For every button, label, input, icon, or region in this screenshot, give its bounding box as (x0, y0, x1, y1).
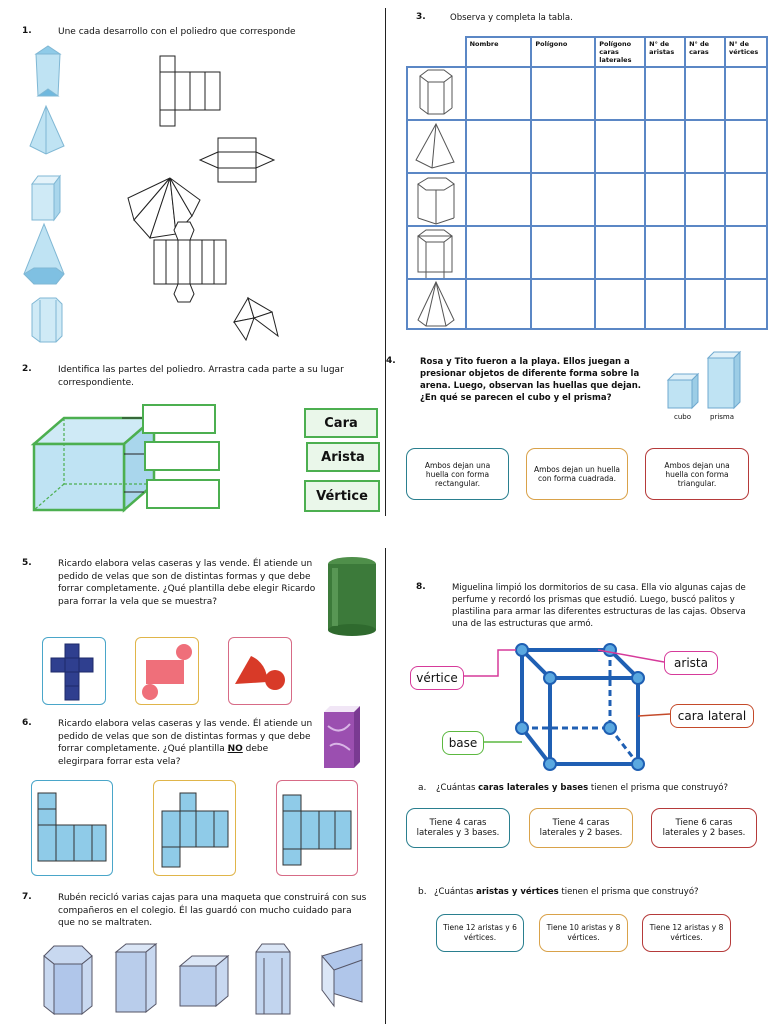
q4-number: 4. (386, 356, 396, 366)
q8-text: Miguelina limpió los dormitorios de su casa. Ella vio algunas cajas de perfume y recordó los prismas que estudió. Luego, buscó palitos y plastilina para armar las diferentes estructuras de las cajas. Observa una de las estructuras que armó. (452, 583, 746, 629)
q8a-option-2[interactable]: Tiene 4 caras laterales y 2 bases. (529, 808, 633, 848)
q2-drop-target-1[interactable] (142, 404, 216, 434)
hexagonal-prism-box (44, 946, 92, 1014)
q4-label-prisma: prisma (710, 413, 735, 421)
rectangular-prism-box (116, 944, 156, 1012)
green-candle-image (326, 556, 382, 636)
q6-template-1[interactable] (31, 780, 113, 876)
q4-label-cubo: cubo (674, 413, 692, 421)
q7-boxes (38, 940, 378, 1020)
prism-net-icon (32, 781, 112, 875)
q4-option-3[interactable]: Ambos dejan una huella con forma triangular. (645, 448, 749, 500)
hexagonal-pyramid-shape (24, 224, 64, 284)
q4-option-1[interactable]: Ambos dejan una huella con forma rectangular. (406, 448, 509, 500)
q6-template-2[interactable] (153, 780, 236, 876)
q8-label-cara-lateral: cara lateral (670, 704, 754, 728)
q1-nets (120, 50, 320, 350)
q2-drop-target-3[interactable] (146, 479, 220, 509)
q3-header-vertices: N° de vértices (725, 37, 767, 67)
q5-template-1[interactable] (42, 637, 106, 705)
q6-text-b: debe elegirpara forrar esta vela? (58, 744, 269, 767)
q8b-option-3[interactable]: Tiene 12 aristas y 8 vértices. (642, 914, 731, 952)
cone-net-icon (229, 638, 291, 704)
q2-label-arista[interactable]: Arista (306, 442, 380, 472)
q8-number: 8. (416, 582, 426, 592)
q6-number: 6. (22, 718, 32, 728)
q8a-letter: a. (418, 783, 427, 793)
purple-candle-image (320, 706, 360, 772)
q4-cube-prism (664, 350, 764, 420)
hexagonal-prism-shape (32, 298, 62, 342)
q8a-question: ¿Cuántas caras laterales y bases tienen el prisma que construyó? (436, 783, 728, 793)
q8-label-base: base (442, 731, 484, 755)
hexagonal-prism-icon (420, 70, 452, 114)
q3-text: Observa y completa la tabla. (450, 13, 573, 23)
q6-text-a: Ricardo elabora velas caseras y las vende. Él atiende un pedido de velas que son de distintas formas y que debe forrar completamente. ¿Qué plantilla (58, 719, 313, 754)
square-prism-shape (32, 176, 60, 220)
q3-header-poligono: Polígono (531, 37, 595, 67)
q1-text: Une cada desarrollo con el poliedro que corresponde (58, 27, 296, 37)
divider-bottom (385, 548, 386, 1024)
q7-number: 7. (22, 892, 32, 902)
q5-template-2[interactable] (135, 637, 199, 705)
hexagonal-prism-icon (418, 230, 452, 278)
q7-text: Rubén recicló varias cajas para una maqueta que construirá con sus compañeros en el colegio. Él las guardó con mucho cuidado para que no se maltraten. (58, 893, 367, 928)
q3-header-caras: N° de caras (685, 37, 725, 67)
q6-text-no: NO (227, 744, 243, 754)
q5-number: 5. (22, 558, 32, 568)
triangular-prism-box (322, 944, 362, 1006)
q3-header-poligono-caras: Polígono caras laterales (595, 37, 645, 67)
pyramid-icon (416, 124, 454, 168)
q4-option-2[interactable]: Ambos dejan un huella con forma cuadrada. (526, 448, 628, 500)
q8-label-vertice: vértice (410, 666, 464, 690)
hexagonal-pyramid-icon (418, 282, 454, 326)
q1-number: 1. (22, 26, 32, 36)
q3-header-aristas: N° de aristas (645, 37, 685, 67)
q8b-question: ¿Cuántas aristas y vértices tienen el prisma que construyó? (434, 887, 699, 897)
hexagonal-prism-box (256, 944, 290, 1014)
q2-label-vertice[interactable]: Vértice (304, 480, 380, 512)
q4-text: Rosa y Tito fueron a la playa. Ellos juegan a presionar objetos de diferente forma sobre la arena. Luego, observan las huellas que dejan. ¿En qué se parecen el cubo y el prisma? (420, 357, 641, 403)
q2-label-cara[interactable]: Cara (304, 408, 378, 438)
prism-net-icon (154, 781, 235, 875)
q6-text (58, 718, 316, 768)
triangular-prism-shape (36, 46, 60, 96)
q8b-option-2[interactable]: Tiene 10 aristas y 8 vértices. (539, 914, 628, 952)
q2-number: 2. (22, 364, 32, 374)
q3-row-shapes (410, 68, 470, 338)
divider-top (385, 8, 386, 516)
cross-net-icon (43, 638, 105, 704)
q1-polyhedra (18, 44, 118, 374)
square-pyramid-shape (30, 106, 64, 154)
q3-number: 3. (416, 12, 426, 22)
q8a-option-3[interactable]: Tiene 6 caras laterales y 2 bases. (651, 808, 757, 848)
q6-template-3[interactable] (276, 780, 358, 876)
q5-text: Ricardo elabora velas caseras y las vende. Él atiende un pedido de velas que son de distintas formas y que debe forrar completamente. ¿Qué plantilla debe elegir Ricardo para forrar la vela que se muestra? (58, 559, 316, 607)
cylinder-net-icon (136, 638, 198, 704)
q3-header-nombre: Nombre (466, 37, 532, 67)
q8-label-arista: arista (664, 651, 718, 675)
cube-box (180, 956, 228, 1006)
pentagonal-prism-icon (418, 178, 454, 224)
q2-text: Identifica las partes del poliedro. Arrastra cada parte a su lugar correspondiente. (58, 365, 344, 388)
q8b-letter: b. (418, 887, 427, 897)
q5-template-3[interactable] (228, 637, 292, 705)
prism-net-icon (277, 781, 357, 875)
q2-drop-target-2[interactable] (144, 441, 220, 471)
q8a-option-1[interactable]: Tiene 4 caras laterales y 3 bases. (406, 808, 510, 848)
q8b-option-1[interactable]: Tiene 12 aristas y 6 vértices. (436, 914, 524, 952)
